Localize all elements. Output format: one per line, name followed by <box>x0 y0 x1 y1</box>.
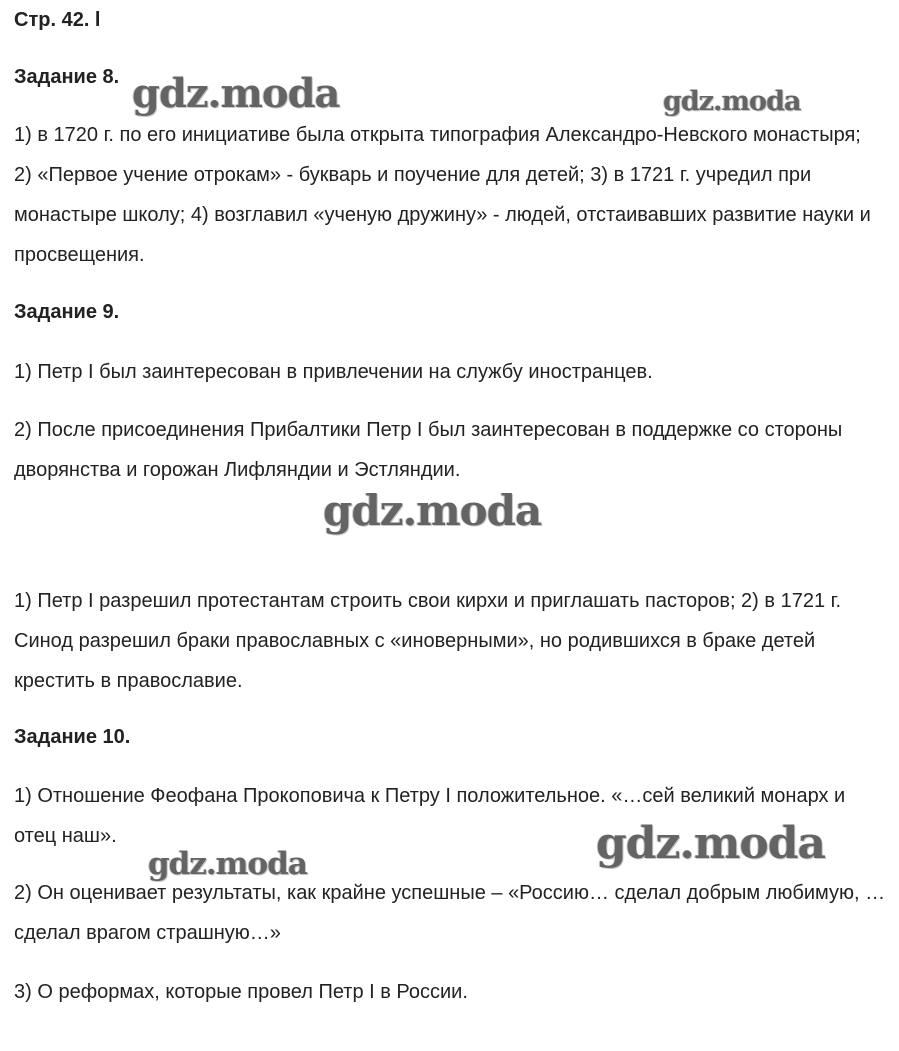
task-9-answer-1: 1) Петр I был заинтересован в привлечении на службу иностранцев. <box>14 361 653 383</box>
task-8-text: 1) в 1720 г. по его инициативе была открыта типография Александро-Невского монастыря; 2) «Первое учение отрокам» - букварь и поучение для детей; 3) в 1721 г. учредил при монастыре школу; 4) возглавил «ученую дружину» - людей, отстаивавших развитие науки и просвещения. <box>14 124 877 266</box>
task-10-answer-2: 2) Он оценивает результаты, как крайне успешные – «Россию… сделал добрым любимую, … сделал врагом страшную…» <box>14 882 891 944</box>
watermark-logo: gdz.moda <box>132 70 340 117</box>
task-8-title: Задание 8. <box>14 66 120 88</box>
task-10-title: Задание 10. <box>14 726 131 748</box>
task-10-answer-1: 1) Отношение Феофана Прокоповича к Петру I положительное. «…сей великий монарх и отец наш». <box>14 785 851 847</box>
task-9-answer-2: 2) После присоединения Прибалтики Петр I был заинтересован в поддержке со стороны дворянства и горожан Лифляндии и Эстляндии. <box>14 419 848 481</box>
page-label: Стр. 42. l <box>14 9 101 31</box>
watermark-logo: gdz.moda <box>663 86 801 117</box>
watermark-logo: gdz.moda <box>148 846 307 882</box>
watermark-logo: gdz.moda <box>323 486 542 535</box>
task-9-answer-3: 1) Петр I разрешил протестантам строить свои кирхи и приглашать пасторов; 2) в 1721 г. Синод разрешил браки православных с «иноверными», но родившихся в браке детей крестить в православие. <box>14 590 847 692</box>
task-9-title: Задание 9. <box>14 301 120 323</box>
task-10-answer-3: 3) О реформах, которые провел Петр I в России. <box>14 981 468 1003</box>
watermark-logo: gdz.moda <box>596 818 826 869</box>
